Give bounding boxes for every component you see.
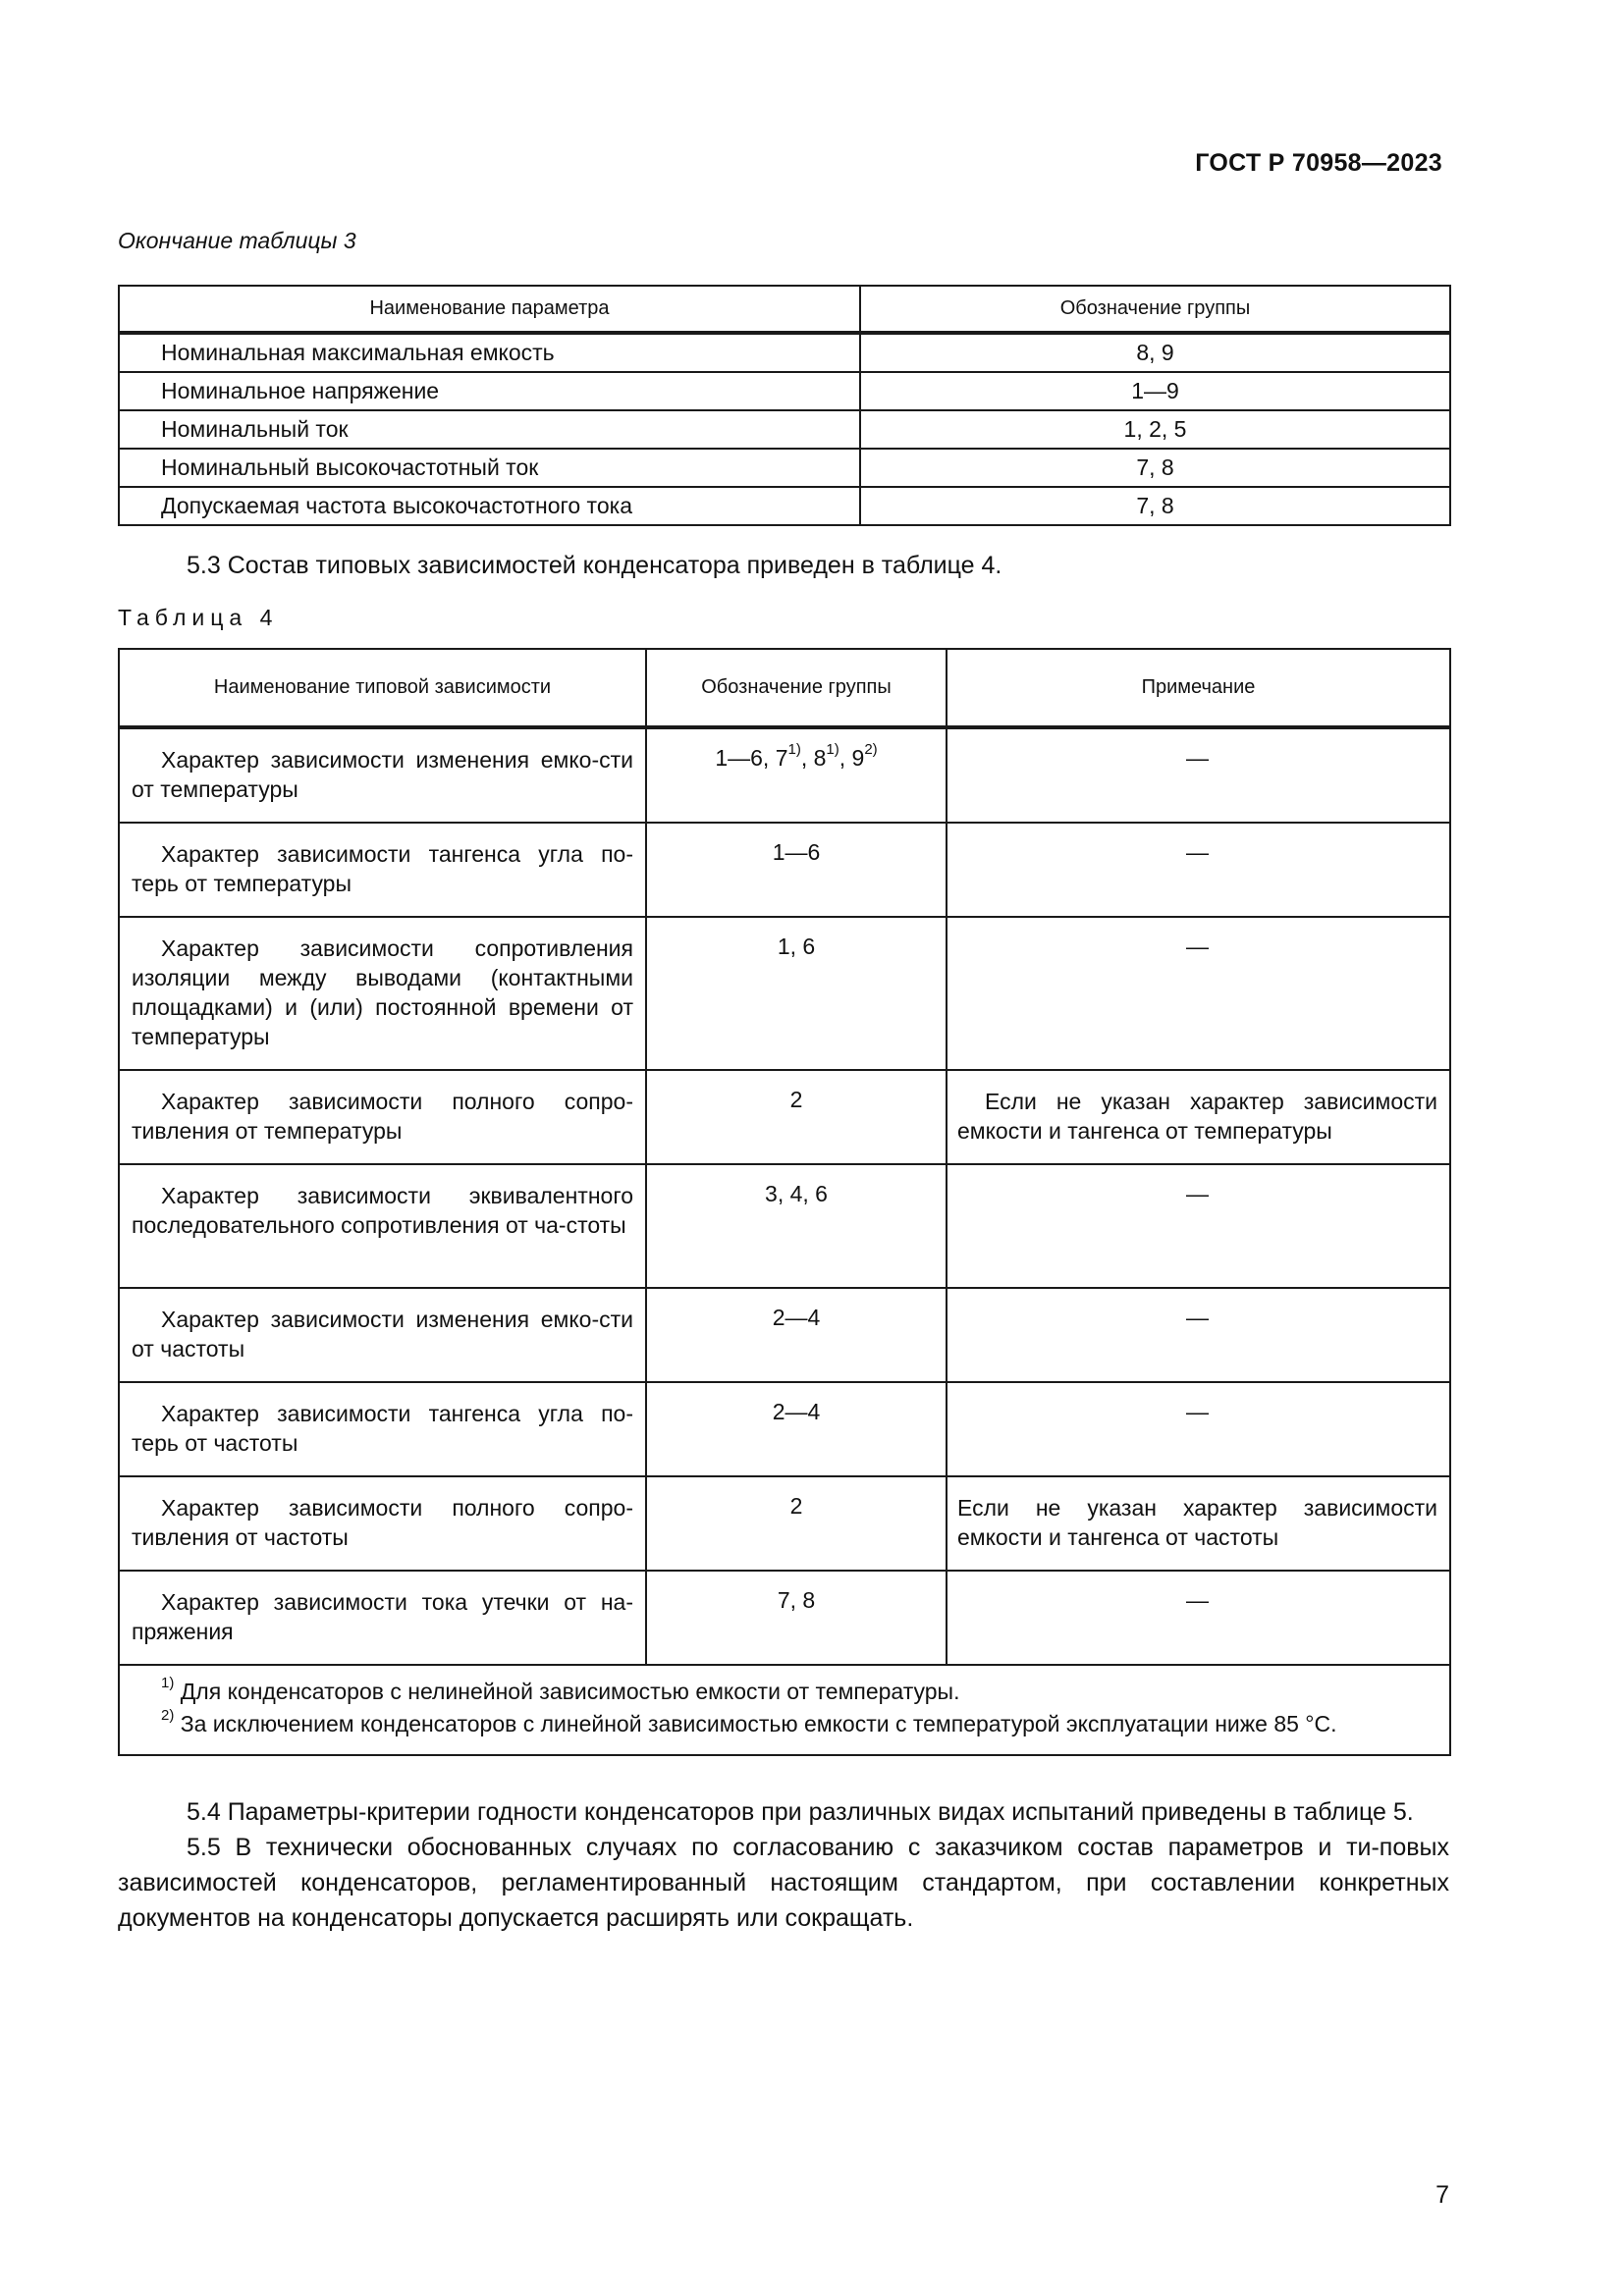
- table-4: [118, 648, 1451, 1756]
- note-cell: —: [947, 1382, 1450, 1476]
- dependency-name-cell: Характер зависимости тангенса угла по-терь от частоты: [119, 1382, 646, 1476]
- parameter-name-cell: Номинальный высокочастотный ток: [119, 449, 860, 487]
- table-row: [119, 1070, 1450, 1164]
- group-cell: 7, 8: [860, 449, 1450, 487]
- table-row: [119, 372, 1450, 410]
- note-cell: —: [947, 727, 1450, 823]
- footnote-ref: 1): [826, 741, 839, 759]
- note-cell: Если не указан характер зависимости емкости и тангенса от температуры: [947, 1070, 1450, 1164]
- dependency-name-cell: Характер зависимости полного сопро-тивления от частоты: [119, 1476, 646, 1571]
- table3-continuation-caption: Окончание таблицы 3: [118, 228, 356, 253]
- column-header-group: Обозначение группы: [646, 649, 947, 727]
- footnote-ref: 1): [787, 741, 801, 759]
- column-header-note: Примечание: [947, 649, 1450, 727]
- parameter-name-cell: Номинальное напряжение: [119, 372, 860, 410]
- note-cell: —: [947, 823, 1450, 917]
- footnotes-cell: [119, 1665, 1450, 1755]
- dependency-name-cell: Характер зависимости сопротивления изоляции между выводами (контактными площадками) и (или) постоянной времени от температуры: [119, 917, 646, 1070]
- footnote-marker: 1): [161, 1675, 175, 1692]
- group-cell: 3, 4, 6: [646, 1164, 947, 1288]
- group-cell: 1, 2, 5: [860, 410, 1450, 449]
- table-3: [118, 285, 1451, 526]
- page-number: 7: [1435, 2181, 1449, 2209]
- dependency-name-cell: Характер зависимости тока утечки от на-пряжения: [119, 1571, 646, 1665]
- footnote-marker: 2): [161, 1707, 175, 1725]
- group-cell: 1—6: [646, 823, 947, 917]
- table-row: [119, 1288, 1450, 1382]
- paragraph-5-3: 5.3 Состав типовых зависимостей конденсатора приведен в таблице 4.: [187, 552, 1002, 579]
- column-header-dependency: Наименование типовой зависимости: [119, 649, 646, 727]
- note-cell: —: [947, 1164, 1450, 1288]
- table-row: [119, 823, 1450, 917]
- footnote-ref: 2): [864, 741, 878, 759]
- dependency-name-cell: Характер зависимости изменения емко-сти от температуры: [119, 727, 646, 823]
- table-row: [119, 449, 1450, 487]
- group-text: , 8: [800, 745, 827, 771]
- footnote-2: [161, 1708, 1437, 1740]
- dependency-name-cell: Характер зависимости эквивалентного последовательного сопротивления от ча-стоты: [119, 1164, 646, 1288]
- table-row: [119, 333, 1450, 372]
- parameter-name-cell: Номинальный ток: [119, 410, 860, 449]
- table-row: [119, 1476, 1450, 1571]
- group-cell: 7, 8: [860, 487, 1450, 525]
- group-cell: 2: [646, 1476, 947, 1571]
- note-cell: —: [947, 917, 1450, 1070]
- note-cell: —: [947, 1288, 1450, 1382]
- table-row: [119, 1571, 1450, 1665]
- group-text: 1—6, 7: [715, 745, 788, 771]
- note-cell: Если не указан характер зависимости емкости и тангенса от частоты: [947, 1476, 1450, 1571]
- dependency-name-cell: Характер зависимости полного сопро-тивления от температуры: [119, 1070, 646, 1164]
- group-cell: [646, 727, 947, 823]
- table-row: [119, 487, 1450, 525]
- group-cell: 7, 8: [646, 1571, 947, 1665]
- group-cell: 2—4: [646, 1288, 947, 1382]
- table-header-row: [119, 286, 1450, 333]
- table4-caption: Таблица 4: [118, 605, 279, 630]
- parameter-name-cell: Допускаемая частота высокочастотного тока: [119, 487, 860, 525]
- footnotes-row: [119, 1665, 1450, 1755]
- group-cell: 2: [646, 1070, 947, 1164]
- table-header-row: [119, 649, 1450, 727]
- paragraph-5-4: 5.4 Параметры-критерии годности конденсаторов при различных видах испытаний приведены в таблице 5.: [187, 1798, 1414, 1826]
- footnote-1: [161, 1676, 1437, 1708]
- note-cell: —: [947, 1571, 1450, 1665]
- standard-code: ГОСТ Р 70958—2023: [1195, 149, 1442, 177]
- group-cell: 1—9: [860, 372, 1450, 410]
- table-row: [119, 917, 1450, 1070]
- group-cell: 1, 6: [646, 917, 947, 1070]
- dependency-name-cell: Характер зависимости изменения емко-сти от частоты: [119, 1288, 646, 1382]
- paragraph-5-5: 5.5 В технически обоснованных случаях по согласованию с заказчиком состав параметров и ти-повых зависимостей конденсаторов, регламентированный настоящим стандартом, при составлении конкретных документов на конденсаторы допускается расширять или сокращать.: [118, 1834, 1449, 1932]
- group-cell: 8, 9: [860, 333, 1450, 372]
- group-cell: 2—4: [646, 1382, 947, 1476]
- footnote-text: За исключением конденсаторов с линейной зависимостью емкости с температурой эксплуатации ниже 85 °С.: [180, 1711, 1337, 1736]
- group-text: , 9: [839, 745, 865, 771]
- footnote-text: Для конденсаторов с нелинейной зависимостью емкости от температуры.: [180, 1679, 960, 1704]
- column-header-group: Обозначение группы: [860, 286, 1450, 333]
- table-row: [119, 410, 1450, 449]
- column-header-parameter: Наименование параметра: [119, 286, 860, 333]
- parameter-name-cell: Номинальная максимальная емкость: [119, 333, 860, 372]
- dependency-name-cell: Характер зависимости тангенса угла по-терь от температуры: [119, 823, 646, 917]
- table-row: [119, 727, 1450, 823]
- table-row: [119, 1382, 1450, 1476]
- table-row: [119, 1164, 1450, 1288]
